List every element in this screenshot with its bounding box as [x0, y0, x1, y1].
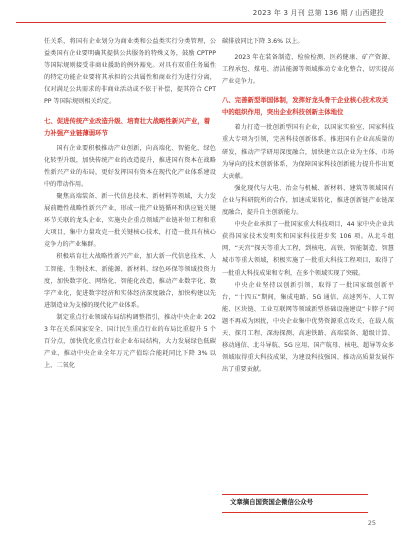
- left-column: [44, 36, 216, 372]
- paragraph: 2023 年在装备制造、检验检测、医药健康、矿产资源、工程承包、煤电、清洁能源等领域推动专业化整合，切实提高产业竞争力。: [222, 54, 394, 86]
- paragraph: 任关系，将国有企业划分为商业类和公益类实行分类管理，公益类国有企业要明确其提供公共服务的特殊义务，鼓励 CPTPP 等国际规则接受非商业援助的例外豁免。对具有双重任务属性的特定功能企业要将其承担的公共属性和商业行为进行分离，仅对满足公共需求的非商业活动或不依于补偿，提其符合 CPTPP 等国际规则相关约定。: [44, 38, 216, 106]
- paragraph: 中央企业承担了一批国家重大科技项目，44 家中央企业共获得国家技术发明奖和国家科技进步奖 106 项。从北斗组网、“天宫”探天等重大工程，到核电、高铁、智能制造、智慧城市等重大领域，积极实施了一批重大科技工程项目，取得了一批重大科技成果和专利，在多个领域实现了突破。: [222, 221, 394, 277]
- paragraph: 着力打造一批创新型国有企业，以国家实验室、国家科技重大专项为引领，完善科技创新体系。推进国有企业高质量的研发，推动产学研用深度融合，加快建立以企业为主体、市场为导向的技术创新体系，为保障国家科技创新能力提升作出更大贡献。: [222, 124, 394, 180]
- paragraph: 积极培育壮大战略性新兴产业，加大新一代信息技术、人工智能、生物技术、新能源、新材料、绿色环保等领域投资力度，加快数字化、网络化、智能化改造，推动产业数字化、数字产业化，促进数字经济和实体经济深度融合，加快构建以先进制造业为支撑的现代化产业体系。: [44, 253, 216, 309]
- paragraph: 碳排放同比下降 3.6% 以上。: [222, 38, 304, 45]
- paragraph: 聚焦高端装备、新一代信息技术、新材料等领域，大力发展前瞻性战略性新兴产业，形成一批产业链循环和供应链关键环节关联的龙头企业，实施央企重点领域产业链补短工程和重大项目，集中力量攻克一批关键核心技术，打造一批具有核心竞争力的产业集群。: [44, 192, 216, 249]
- section-heading: 八、完善新型举国体制，发挥好龙头骨干企业核心技术攻关中的组织作用，突出企业科技创新主体地位: [222, 96, 389, 117]
- paragraph: 中央企业坚持以创新引领，取得了一批国家级创新平台，“十四五”期间，集成电路、5G 通信、高速列车、人工智能、区块链、工业互联网等领域新型基础设施建设“卡脖子”问题不再成为困扰，中央企业集中优势资源重点攻关，在载人航天、探月工程、深海探测、高速铁路、高端装备、超级计算、移动通信、北斗导航、5G 应用、国产航母、核电、超导等众多领域取得重大科技成果，为建设科技强国、推动高质量发展作出了重要贡献。: [222, 281, 394, 374]
- paragraph: 制定重点行业领域布局结构调整指引，推动中央企业 2023 年在关系国家安全、国计民生重点行业的布局比重提升 5 个百分点，加快优化重点行业企业布局结构，大力发展绿色低碳产业，推动中央企业全年万元产值综合能耗同比下降 3% 以上，二氧化: [44, 313, 216, 370]
- page-number: 25: [367, 519, 376, 527]
- section-heading: 七、促进传统产业改造升级、培育壮大战略性新兴产业，着力补强产业链薄弱环节: [44, 116, 211, 137]
- source-note: 文章摘自国资国企微信公众号: [230, 498, 314, 506]
- paragraph: 国有企业要积极推动产业创新，向高端化、智能化、绿色化转型升级，加快传统产业的改造提升，推进国有资本在战略性新兴产业的布局，更好发挥国有资本在现代化产业体系建设中的带动作用。: [44, 144, 216, 188]
- running-header: 2023 年 3 月刊 总第 136 期 / 山西建投: [252, 9, 384, 17]
- paragraph: 强化现代与大电、治金与机械、新材料、建筑等领域国有企业与科研院所的合作，加速成果转化，推进创新链产业链深度融合，提升自主创新能力。: [222, 184, 394, 217]
- right-column: [222, 36, 394, 376]
